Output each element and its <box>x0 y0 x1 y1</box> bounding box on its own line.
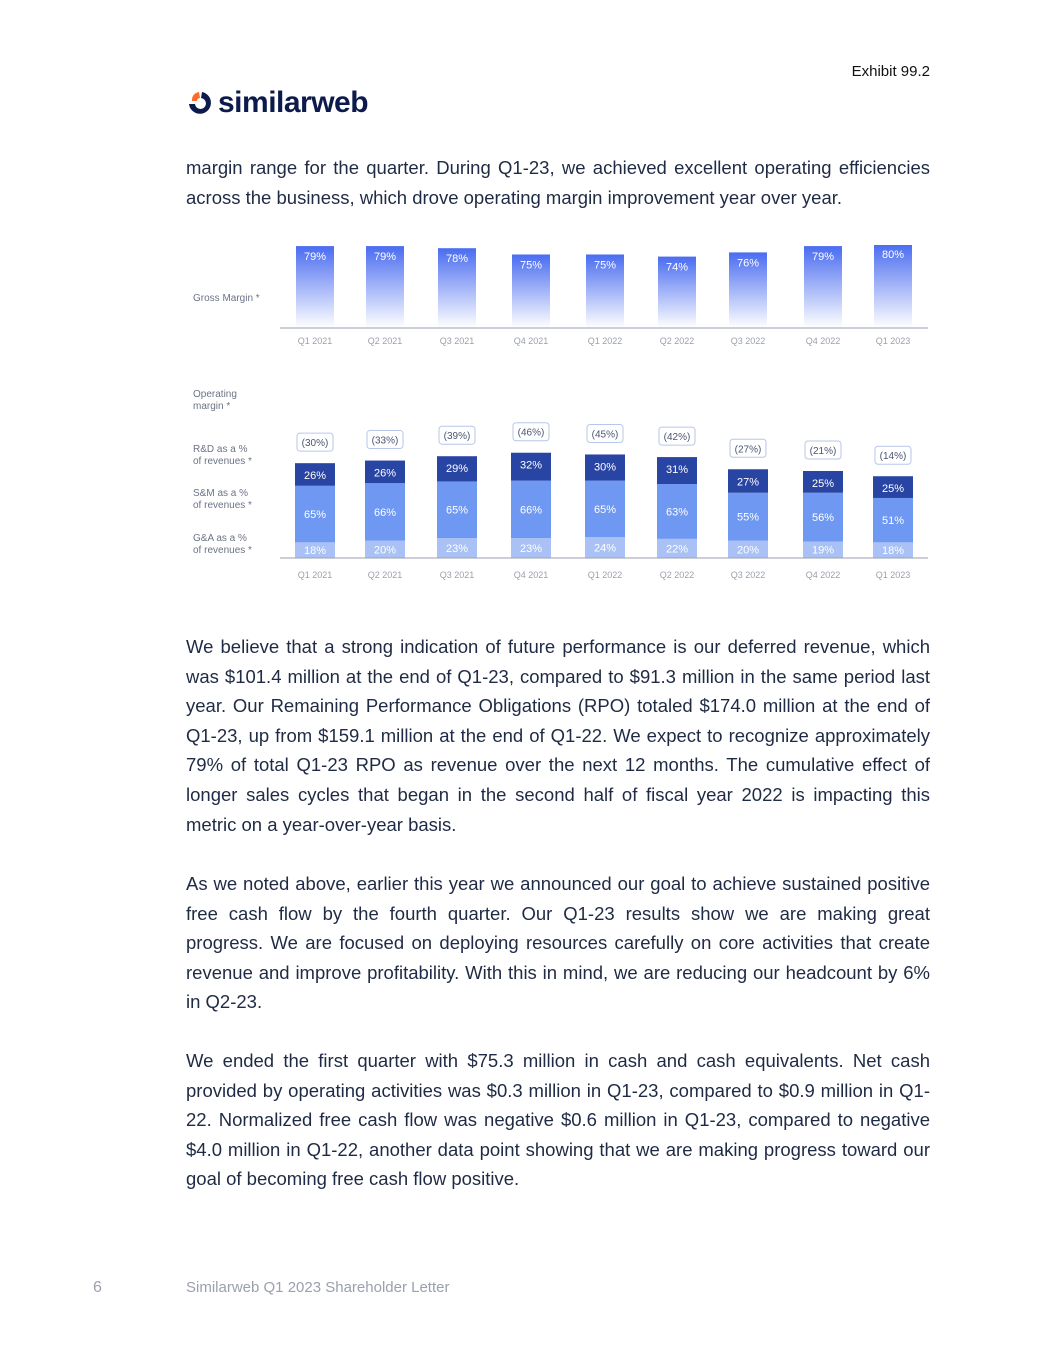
operating-margin-label: (46%) <box>517 427 545 439</box>
gross-margin-x-tick-label: Q4 2021 <box>513 336 549 346</box>
paragraph-cash-position: We ended the first quarter with $75.3 million in cash and cash equivalents. Net cash provided by operating activities was $0.3 million in Q1-23, compared to $0.9 million in Q1-22. Normalized free cash flow was negative $0.6 million in Q1-23, compared to negative $4.0 million in Q1-22, another data point showing that we are making progress toward our goal of becoming free cash flow positive. <box>186 1050 930 1190</box>
sm-segment-label: 51% <box>881 515 905 528</box>
rd-segment-label: 25% <box>881 483 905 496</box>
rd-segment-label: 30% <box>593 461 617 474</box>
operating-margin-label: (33%) <box>371 435 399 447</box>
ga-segment-label: 22% <box>665 543 689 556</box>
ga-row-label: G&A as a % of revenues * <box>193 533 252 556</box>
expense-x-tick-label: Q3 2021 <box>439 570 475 580</box>
rd-segment-label: 32% <box>519 459 543 472</box>
gross-margin-x-tick-label: Q1 2022 <box>587 336 623 346</box>
gross-margin-bar-label: 76% <box>736 257 760 270</box>
operating-margin-label: (14%) <box>879 451 907 463</box>
expense-x-tick-label: Q1 2021 <box>297 570 333 580</box>
ga-segment-label: 23% <box>445 542 469 555</box>
rd-segment-label: 26% <box>373 467 397 480</box>
sm-segment-label: 66% <box>519 504 543 517</box>
rd-segment-label: 29% <box>445 463 469 476</box>
gross-margin-bar-label: 79% <box>303 251 327 264</box>
similarweb-logo-icon <box>186 90 212 116</box>
gross-margin-bar-label: 75% <box>593 259 617 272</box>
rd-row-label: R&D as a % of revenues * <box>193 444 252 467</box>
rd-segment-label: 25% <box>811 478 835 490</box>
sm-segment-label: 65% <box>303 509 327 522</box>
gross-margin-x-tick-label: Q2 2021 <box>367 336 403 346</box>
rd-segment-label: 31% <box>665 464 689 477</box>
margin-charts <box>180 245 940 590</box>
gross-margin-x-tick-label: Q3 2021 <box>439 336 475 346</box>
ga-segment-label: 18% <box>881 545 905 558</box>
expense-x-tick-label: Q4 2022 <box>805 570 841 580</box>
rd-segment-label: 26% <box>303 470 327 483</box>
operating-margin-row-label: Operating margin * <box>193 389 237 412</box>
gross-margin-bar-label: 78% <box>445 253 469 266</box>
expense-x-tick-label: Q2 2021 <box>367 570 403 580</box>
page-number: 6 <box>93 1279 102 1296</box>
gross-margin-x-tick-label: Q2 2022 <box>659 336 695 346</box>
ga-segment-label: 20% <box>736 544 760 557</box>
sm-segment-label: 65% <box>593 503 617 516</box>
ga-segment-label: 24% <box>593 542 617 555</box>
paragraph-intro: margin range for the quarter. During Q1-23, we achieved excellent operating efficiencies across the business, which drove operating margin improvement year over year. <box>186 157 930 208</box>
sm-segment-label: 63% <box>665 506 689 519</box>
gross-margin-bar-label: 80% <box>881 249 905 261</box>
paragraph-free-cash-flow-goal: As we noted above, earlier this year we announced our goal to achieve sustained positive free cash flow by the fourth quarter. Our Q1-23 results show we are making great progress. We are focused on deploying resources carefully on core activities that create revenue and improve profitability. With this in mind, we are reducing our headcount by 6% in Q2-23. <box>186 873 930 1013</box>
sm-segment-label: 55% <box>736 511 760 524</box>
gross-margin-row-label: Gross Margin * <box>193 293 260 304</box>
similarweb-logo <box>186 86 368 120</box>
ga-segment-label: 19% <box>811 544 835 557</box>
gross-margin-x-tick-label: Q1 2021 <box>297 336 333 346</box>
expense-x-tick-label: Q3 2022 <box>730 570 766 580</box>
gross-margin-x-tick-label: Q4 2022 <box>805 336 841 346</box>
sm-segment-label: 56% <box>811 512 835 525</box>
rd-segment-label: 27% <box>736 476 760 489</box>
exhibit-label: Exhibit 99.2 <box>851 63 930 80</box>
gross-margin-bar-label: 79% <box>373 251 397 264</box>
expense-x-tick-label: Q1 2023 <box>875 570 911 580</box>
gross-margin-x-tick-label: Q1 2023 <box>875 336 911 346</box>
operating-margin-label: (42%) <box>663 432 691 444</box>
operating-margin-label: (39%) <box>443 431 471 443</box>
sm-segment-label: 65% <box>445 504 469 517</box>
footer-title: Similarweb Q1 2023 Shareholder Letter <box>186 1279 450 1296</box>
gross-margin-bar-label: 79% <box>811 251 835 264</box>
operating-margin-label: (30%) <box>301 438 329 450</box>
ga-segment-label: 23% <box>519 542 543 555</box>
expense-x-tick-label: Q1 2022 <box>587 570 623 580</box>
operating-margin-label: (21%) <box>809 446 837 457</box>
ga-segment-label: 18% <box>303 545 327 558</box>
sm-segment-label: 66% <box>373 506 397 519</box>
gross-margin-bar-label: 74% <box>665 261 689 274</box>
ga-segment-label: 20% <box>373 544 397 557</box>
expense-x-tick-label: Q4 2021 <box>513 570 549 580</box>
paragraph-deferred-revenue: We believe that a strong indication of future performance is our deferred revenue, which was $101.4 million at the end of Q1-23, compared to $91.3 million in the same period last year. Our Remaining Performance Obligations (RPO) totaled $174.0 million at the end of Q1-23, up from $159.1 million at the end of Q1-22. We expect to recognize approximately 79% of total Q1-23 RPO as revenue over the next 12 months. The cumulative effect of longer sales cycles that began in the second half of fiscal year 2022 is impacting this metric on a year-over-year basis. <box>186 636 930 835</box>
sm-row-label: S&M as a % of revenues * <box>193 488 252 511</box>
operating-margin-label: (27%) <box>734 444 762 456</box>
gross-margin-x-tick-label: Q3 2022 <box>730 336 766 346</box>
expense-x-tick-label: Q2 2022 <box>659 570 695 580</box>
logo-wordmark: similarweb <box>218 86 369 119</box>
gross-margin-bar-label: 75% <box>519 259 543 272</box>
operating-margin-label: (45%) <box>591 429 619 441</box>
